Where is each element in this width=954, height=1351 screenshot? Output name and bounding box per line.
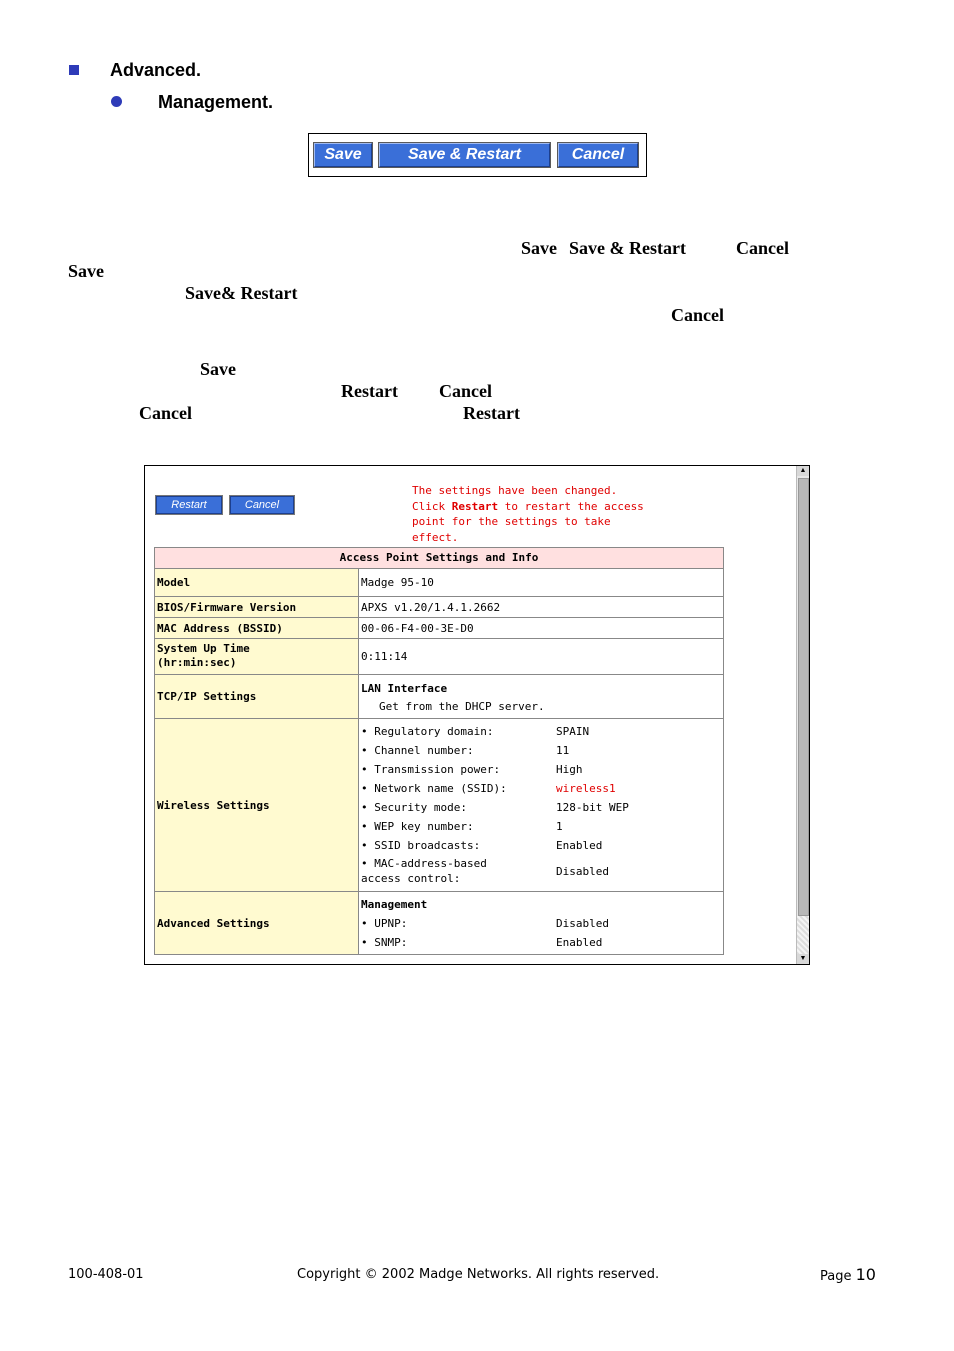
wireless-list	[359, 719, 723, 891]
cancel-button[interactable]: Cancel	[558, 143, 638, 167]
list-item: • SNMP: Enabled	[361, 936, 603, 949]
list-item: • Transmission power: High	[361, 763, 583, 776]
text-cancel-1: Cancel	[736, 238, 789, 258]
save-restart-button[interactable]: Save & Restart	[379, 143, 550, 167]
text-save-restart-3: Save& Restart	[185, 283, 298, 303]
settings-table	[154, 547, 724, 955]
settings-screenshot	[144, 465, 810, 965]
text-cancel-4: Cancel	[671, 305, 724, 325]
table-row: System Up Time (hr:min:sec) 0:11:14	[155, 638, 723, 674]
list-item: • UPNP: Disabled	[361, 917, 609, 930]
text-save-2: Save	[68, 261, 104, 281]
restart-notice: The settings have been changed. Click Restart to restart the access point for the settings to take effect.	[412, 484, 644, 544]
copyright: Copyright © 2002 Madge Networks. All rights reserved.	[297, 1267, 660, 1282]
list-item: • WEP key number: 1	[361, 820, 563, 833]
vertical-scrollbar[interactable]	[796, 466, 809, 964]
table-row: Advanced Settings Management • UPNP: Disabled • SNMP: Enabled	[155, 891, 723, 954]
scroll-thumb[interactable]	[798, 478, 809, 916]
scroll-up-icon[interactable]: ▲	[797, 466, 809, 476]
subsection-bullet-icon	[111, 96, 122, 107]
list-item: • Regulatory domain: SPAIN	[361, 725, 590, 738]
list-item: • SSID broadcasts: Enabled	[361, 839, 603, 852]
advanced-list: Management • UPNP: Disabled • SNMP: Enabled	[359, 892, 723, 954]
text-save-restart-1: Save & Restart	[569, 238, 686, 258]
doc-number: 100-408-01	[68, 1267, 144, 1282]
page-indicator: Page 10	[820, 1265, 876, 1284]
list-item: • Security mode: 128-bit WEP	[361, 801, 629, 814]
table-row: BIOS/Firmware Version APXS v1.20/1.4.1.2662	[155, 596, 723, 617]
list-item: • MAC-address-based access control: Disabled	[361, 857, 609, 885]
text-save-5: Save	[200, 359, 236, 379]
table-title: Access Point Settings and Info	[155, 548, 723, 568]
save-button[interactable]: Save	[314, 143, 372, 167]
screenshot-cancel-button[interactable]: Cancel	[230, 496, 294, 514]
text-cancel-7: Cancel	[139, 403, 192, 423]
text-restart-6: Restart	[341, 381, 398, 401]
table-row: Wireless Settings • Regulatory domain: SPAIN • Channel number: 11 • Transmission power: High • Network name (SSID): wireless1 • Security mode: 128-bit WEP • WEP key number: 1 • SSID broadcasts: Enabled • MAC-address-based access control: Disabled	[155, 718, 723, 891]
section-bullet-icon	[69, 65, 79, 75]
table-row: Model Madge 95-10	[155, 568, 723, 596]
scroll-track[interactable]	[797, 916, 809, 954]
section-heading: Advanced.	[110, 60, 202, 80]
text-cancel-6: Cancel	[439, 381, 492, 401]
list-item: • Channel number: 11	[361, 744, 570, 757]
subsection-heading: Management.	[158, 92, 274, 112]
button-bar	[308, 133, 647, 177]
table-row: MAC Address (BSSID) 00-06-F4-00-3E-D0	[155, 617, 723, 638]
restart-button[interactable]: Restart	[156, 496, 222, 514]
list-item: • Network name (SSID): wireless1	[361, 782, 616, 795]
table-header-row	[155, 548, 723, 568]
scroll-down-icon[interactable]: ▼	[797, 954, 809, 964]
table-row: TCP/IP Settings LAN Interface Get from the DHCP server.	[155, 674, 723, 718]
text-restart-7: Restart	[463, 403, 520, 423]
text-save-1: Save	[521, 238, 557, 258]
